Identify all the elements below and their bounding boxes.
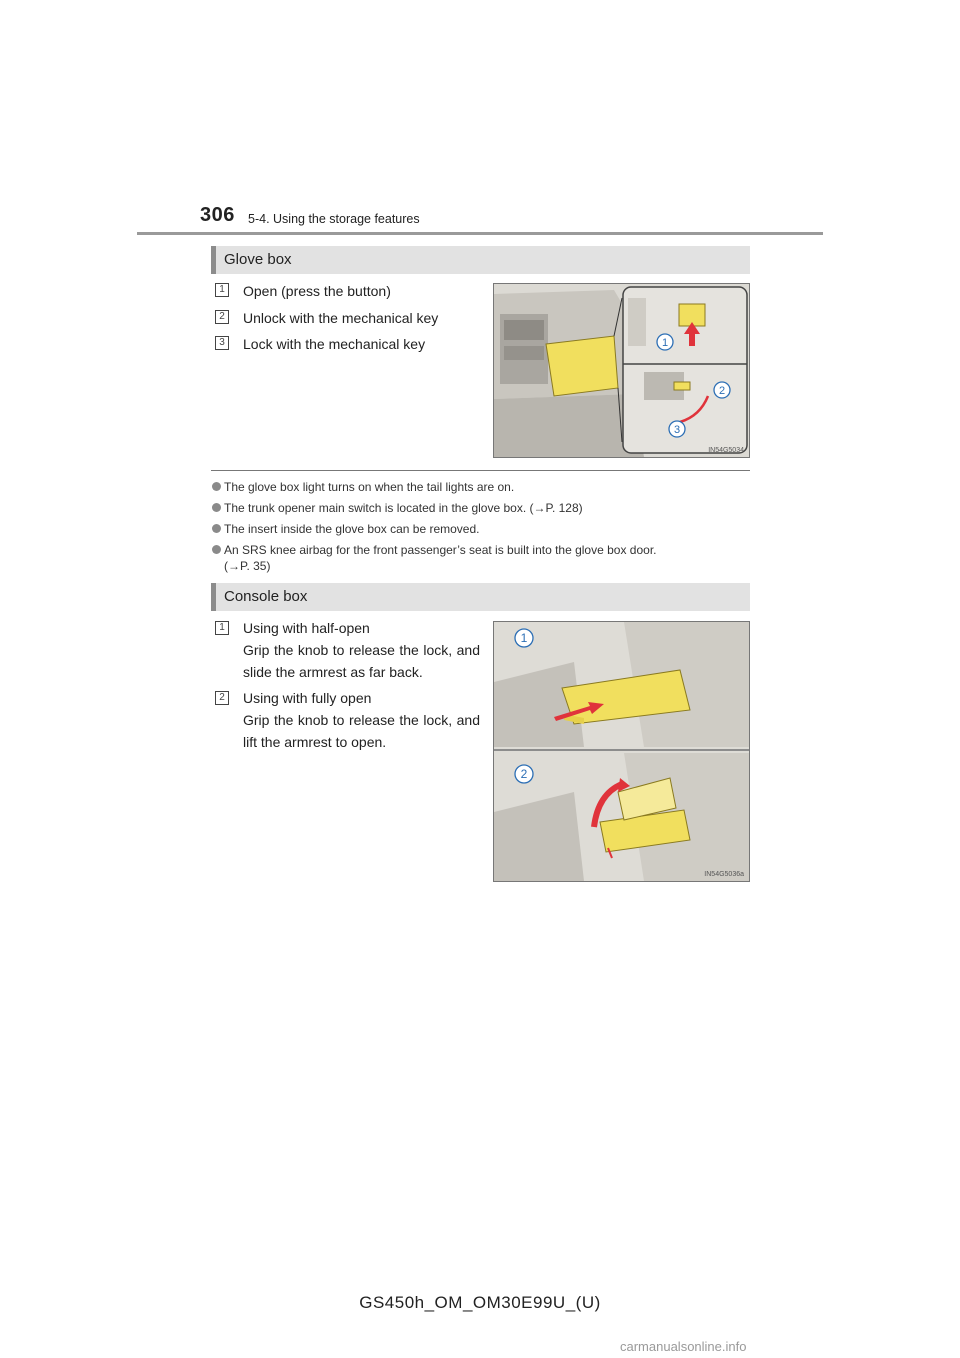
section-header-glove-box bbox=[211, 246, 750, 274]
step-number: 2 bbox=[215, 691, 229, 705]
section-title: Console box bbox=[224, 588, 308, 605]
header-divider bbox=[137, 232, 823, 235]
step-number: 3 bbox=[215, 336, 229, 350]
step-description: Grip the knob to release the lock, and lift the armrest to open. bbox=[243, 712, 480, 750]
notes-divider bbox=[211, 470, 750, 471]
step-description: Grip the knob to release the lock, and slide the armrest as far back. bbox=[243, 642, 480, 680]
step-label: Unlock with the mechanical key bbox=[243, 310, 439, 326]
callout-2: 2 bbox=[718, 385, 726, 397]
step-number: 1 bbox=[215, 283, 229, 297]
note-item: The insert inside the glove box can be removed. bbox=[224, 521, 744, 537]
page-number: 306 bbox=[200, 204, 235, 226]
callout-3: 3 bbox=[673, 424, 681, 436]
bullet-icon bbox=[212, 524, 221, 533]
step-label: Open (press the button) bbox=[243, 283, 391, 299]
step-number: 1 bbox=[215, 621, 229, 635]
document-id: GS450h_OM_OM30E99U_(U) bbox=[359, 1293, 601, 1312]
step-number: 2 bbox=[215, 310, 229, 324]
step-label: Using with half-open bbox=[243, 620, 370, 636]
console-box-illustration bbox=[493, 621, 750, 882]
callout-2: 2 bbox=[520, 767, 528, 781]
figure-code: IN54G5034 bbox=[708, 447, 744, 454]
bullet-icon bbox=[212, 545, 221, 554]
bullet-icon bbox=[212, 482, 221, 491]
callout-1: 1 bbox=[661, 337, 669, 349]
note-item: An SRS knee airbag for the front passenger’s seat is built into the glove box door. (→P. 35) bbox=[224, 542, 744, 574]
callout-1: 1 bbox=[520, 631, 528, 645]
glove-box-illustration bbox=[493, 283, 750, 458]
section-title: Glove box bbox=[224, 251, 292, 268]
figure-code: IN54G5036a bbox=[704, 871, 744, 878]
bullet-icon bbox=[212, 503, 221, 512]
step-label: Using with fully open bbox=[243, 690, 372, 706]
note-item: The glove box light turns on when the tail lights are on. bbox=[224, 479, 744, 495]
breadcrumb: 5-4. Using the storage features bbox=[248, 212, 420, 226]
step-label: Lock with the mechanical key bbox=[243, 336, 426, 352]
note-item: The trunk opener main switch is located in the glove box. (→P. 128) bbox=[224, 500, 744, 516]
section-header-console-box bbox=[211, 583, 750, 611]
watermark[interactable]: carmanualsonline.info bbox=[620, 1339, 747, 1354]
